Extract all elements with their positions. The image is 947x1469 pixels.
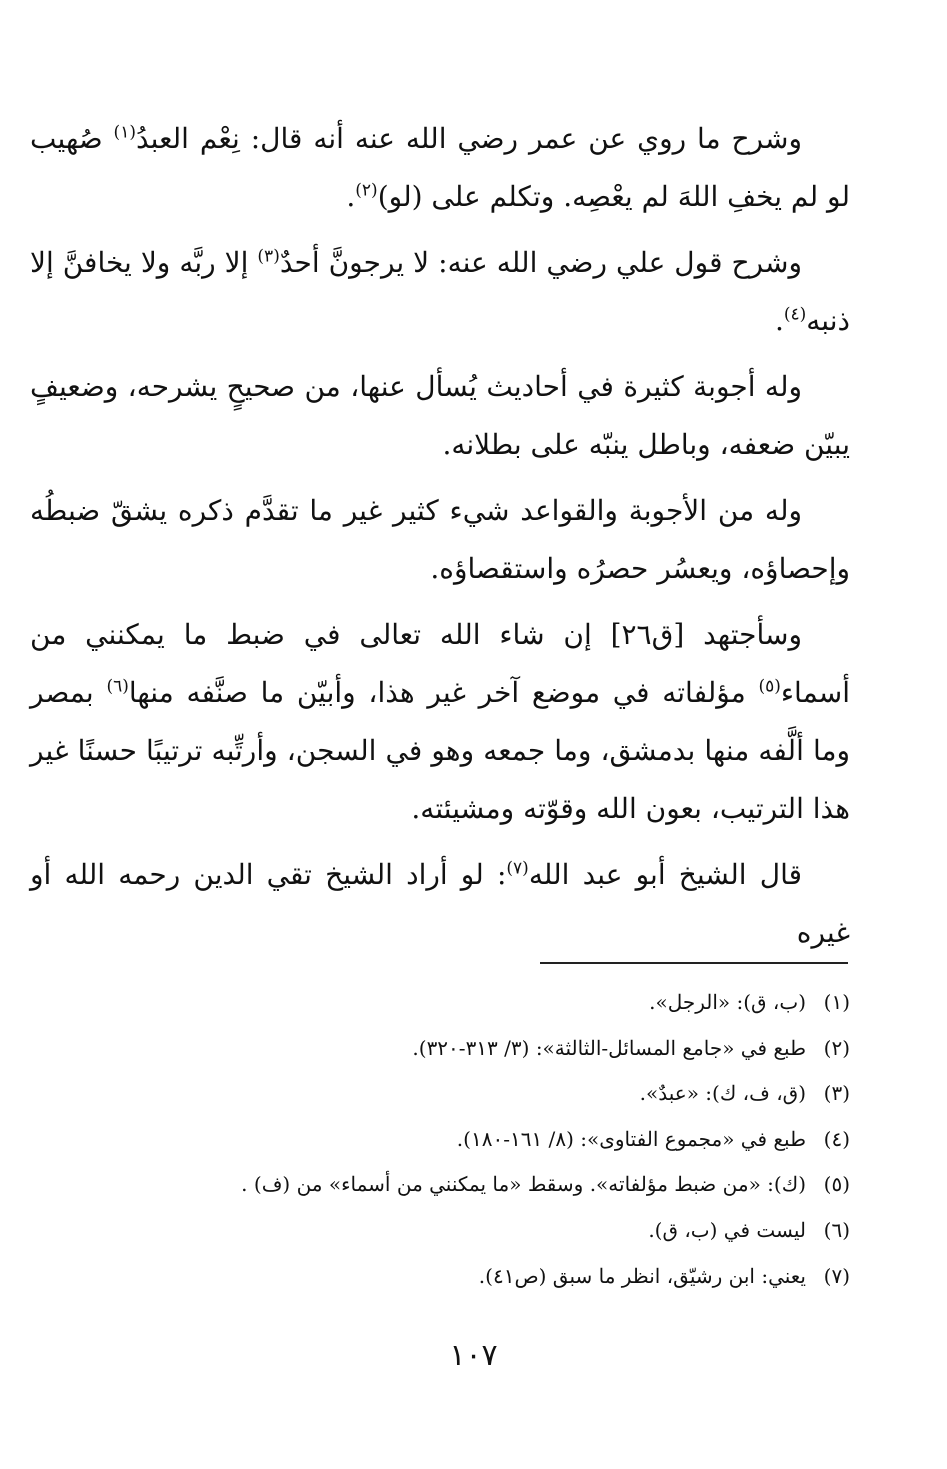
paragraph: [30, 358, 850, 474]
footnote: [130, 980, 850, 1026]
footnote-number: (٢): [823, 1035, 850, 1060]
footnote-number: (٧): [823, 1263, 850, 1288]
paragraph-text: وسأجتهد [ق٢٦] إن شاء الله تعالى في ضبط ما يمكنني من أسماء: [30, 618, 850, 709]
footnote-reference: (١): [113, 122, 136, 143]
footnote-text: (ق، ف، ك): «عبدٌ».: [639, 1081, 806, 1106]
footnote: [130, 1117, 850, 1163]
footnote-number: (١): [823, 990, 850, 1014]
footnote: [130, 1071, 850, 1117]
paragraph: [30, 482, 850, 598]
main-text: [30, 110, 850, 970]
paragraph: [30, 234, 850, 350]
paragraph-text: .: [346, 180, 356, 213]
footnote-number: (٥): [823, 1172, 850, 1197]
footnote: [130, 1026, 850, 1072]
footnote-reference: (٦): [106, 676, 129, 697]
paragraph-text: .: [774, 304, 784, 337]
footnote: [130, 1208, 850, 1254]
paragraph-text: وشرح قول علي رضي الله عنه: لا يرجونَّ أحدٌ: [279, 246, 802, 279]
footnote-text: يعني: ابن رشيّق، انظر ما سبق (ص٤١).: [478, 1263, 806, 1288]
footnote: [130, 1254, 850, 1300]
paragraph-text: قال الشيخ أبو عبد الله: [528, 858, 802, 891]
footnote-text: (ك): «من ضبط مؤلفاته». وسقط «ما يمكنني من أسماء» من (ف) .: [241, 1172, 806, 1197]
page-number: ١٠٧: [449, 1338, 498, 1373]
footnote-text: طبع في «مجموع الفتاوى»: (٨/ ١٦١-١٨٠).: [456, 1126, 806, 1151]
footnote-reference: (٣): [257, 246, 280, 267]
paragraph-text: إلا ربَّه ولا يخافنَّ إلا ذنبه: [30, 246, 850, 337]
footnote-number: (٣): [823, 1081, 850, 1106]
paragraph-text: مؤلفاته في موضع آخر غير هذا، وأبيّن ما صنَّفه منها: [128, 676, 759, 709]
footnote: [130, 1162, 850, 1208]
footnote-reference: (٥): [758, 676, 781, 697]
paragraph-text: وله أجوبة كثيرة في أحاديث يُسأل عنها، من صحيحٍ يشرحه، وضعيفٍ يبيّن ضعفه، وباطل ينبّه على بطلانه.: [30, 370, 850, 461]
footnote-text: (ب، ق): «الرجل».: [649, 990, 806, 1014]
paragraph: [30, 846, 850, 962]
footnote-number: (٦): [823, 1217, 850, 1242]
paragraph-text: صُهيب لو لم يخفِ اللهَ لم يعْصِه. وتكلم على (لو): [30, 122, 850, 213]
paragraph: [30, 606, 850, 838]
footnote-reference: (٤): [783, 304, 807, 325]
paragraph-text: وشرح ما روي عن عمر رضي الله عنه أنه قال: نِعْم العبدُ: [135, 122, 802, 155]
footnote-text: طبع في «جامع المسائل-الثالثة»: (٣/ ٣١٣-٣٢٠).: [412, 1035, 806, 1060]
footnote-reference: (٢): [355, 180, 378, 201]
footnote-text: ليست في (ب، ق).: [648, 1217, 806, 1242]
paragraph: [30, 110, 850, 226]
footnote-reference: (٧): [506, 858, 529, 879]
paragraph-text: : لو أراد الشيخ تقي الدين رحمه الله أو غيره: [30, 858, 850, 949]
footnote-number: (٤): [823, 1126, 850, 1151]
paragraph-text: بمصر وما ألَّفه منها بدمشق، وما جمعه وهو في السجن، وأرتِّبه ترتيبًا حسنًا غير هذا الترتيب، بعون الله وقوّته ومشيئته.: [30, 676, 850, 825]
footnotes: [130, 980, 850, 1299]
paragraph-text: وله من الأجوبة والقواعد شيء كثير غير ما تقدَّم ذكره يشقّ ضبطُه وإحصاؤه، ويعسُر حصرُه واستقصاؤه.: [30, 494, 850, 585]
footnote-separator: [540, 962, 848, 964]
